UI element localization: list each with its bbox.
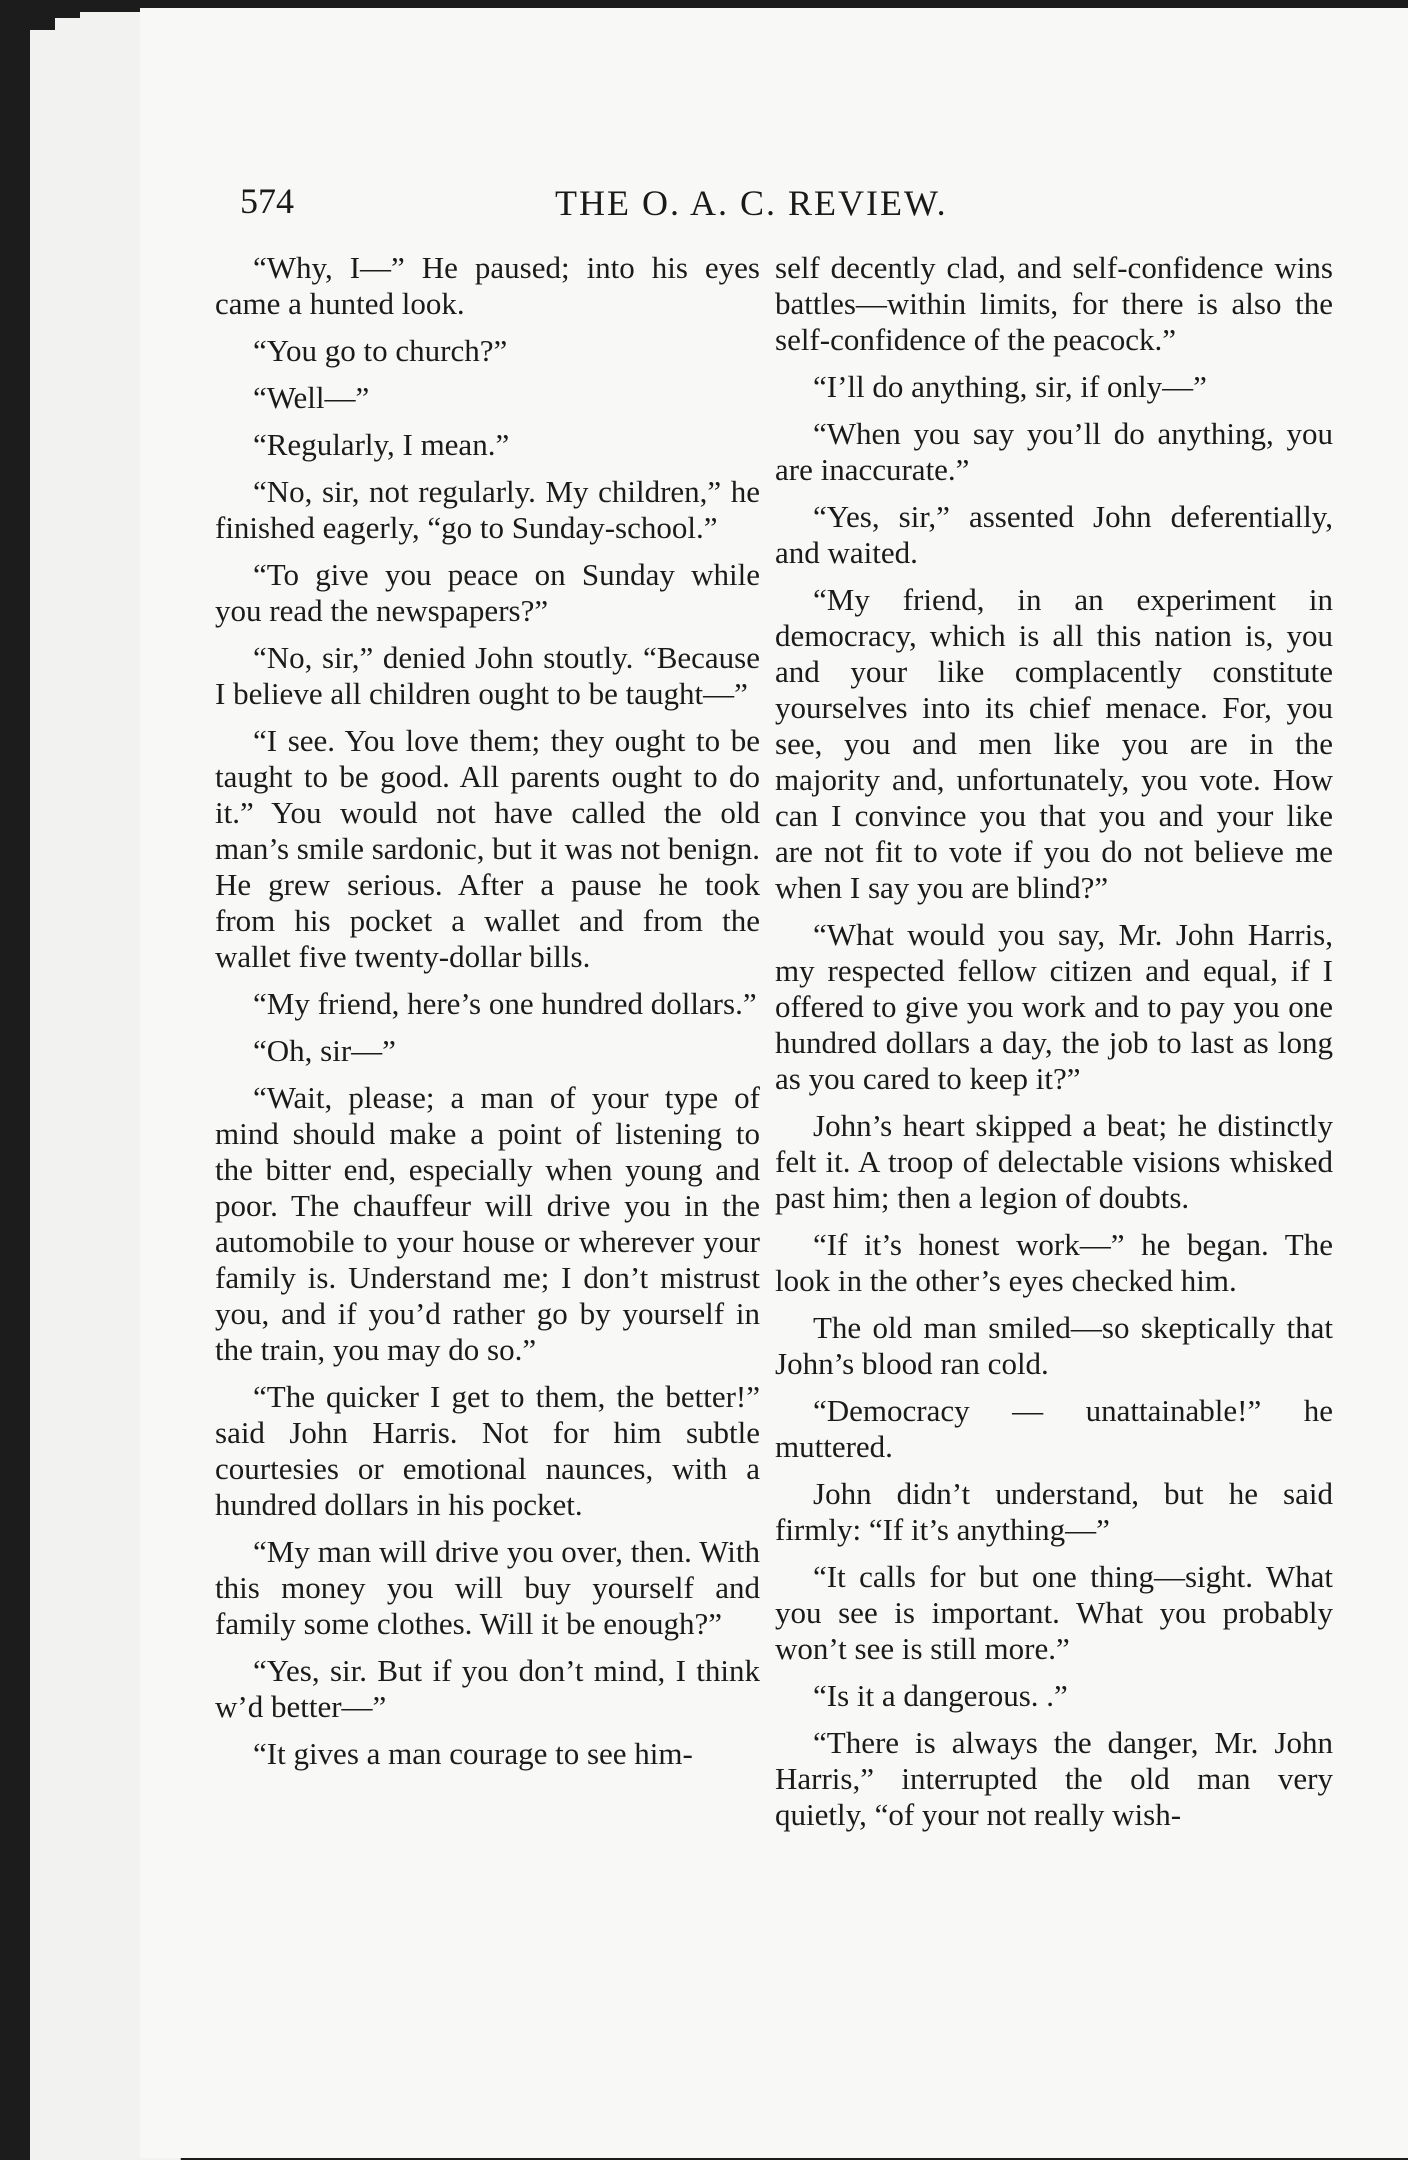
paragraph: “Oh, sir—” bbox=[253, 1033, 396, 1068]
paragraph: “My friend, in an experiment in democracy, which is all this nation is, you and your like complacently constitute yourselves into its chief menace. For, you see, you and men like you are in the majority and, unfortunately, you vote. How can I convince you that you and your like are not fit to vote if you do not believe me when I say you are blind?” bbox=[775, 582, 1333, 905]
paragraph: “It calls for but one thing—sight. What you see is important. What you probably won’t see is still more.” bbox=[775, 1559, 1333, 1666]
paragraph: “I’ll do anything, sir, if only—” bbox=[813, 369, 1207, 404]
paragraph: “It gives a man courage to see him- bbox=[253, 1736, 693, 1771]
paragraph: “Yes, sir. But if you don’t mind, I think w’d better—” bbox=[215, 1653, 760, 1724]
paragraph-continuation: self decently clad, and self-confidence wins battles—within limits, for there is also the self-confidence of the peacock.” bbox=[775, 250, 1333, 357]
paragraph: “No, sir, not regularly. My children,” he finished eagerly, “go to Sunday-school.” bbox=[215, 474, 760, 545]
paragraph: John’s heart skipped a beat; he distinctly felt it. A troop of delectable visions whisked past him; then a legion of doubts. bbox=[775, 1108, 1333, 1215]
paragraph: “Why, I—” He paused; into his eyes came a hunted look. bbox=[215, 250, 760, 321]
left-column bbox=[215, 250, 760, 1783]
paragraph: “Regularly, I mean.” bbox=[253, 427, 510, 462]
paragraph: The old man smiled—so skeptically that John’s blood ran cold. bbox=[775, 1310, 1333, 1381]
paragraph: “Well—” bbox=[253, 380, 370, 415]
paragraph: “Yes, sir,” assented John deferentially, and waited. bbox=[775, 499, 1333, 570]
paragraph: John didn’t understand, but he said firmly: “If it’s anything—” bbox=[775, 1476, 1333, 1547]
paragraph: “My friend, here’s one hundred dollars.” bbox=[253, 986, 757, 1021]
paragraph: “Wait, please; a man of your type of mind should make a point of listening to the bitter end, especially when young and poor. The chauffeur will drive you in the automobile to your house or wherever your family is. Understand me; I don’t mistrust you, and if you’d rather go by yourself in the train, you may do so.” bbox=[215, 1080, 760, 1367]
paragraph: “The quicker I get to them, the better!” said John Harris. Not for him subtle courtesies or emotional naunces, with a hundred dollars in his pocket. bbox=[215, 1379, 760, 1522]
paragraph: “You go to church?” bbox=[253, 333, 508, 368]
paragraph: “Is it a dangerous. .” bbox=[813, 1678, 1068, 1713]
paragraph: “What would you say, Mr. John Harris, my respected fellow citizen and equal, if I offered to give you work and to pay you one hundred dollars a day, the job to last as long as you cared to keep it?” bbox=[775, 917, 1333, 1096]
paragraph: “There is always the danger, Mr. John Harris,” interrupted the old man very quietly, “of your not really wish- bbox=[775, 1725, 1333, 1832]
paragraph: “No, sir,” denied John stoutly. “Because I believe all children ought to be taught—” bbox=[215, 640, 760, 711]
paragraph: “I see. You love them; they ought to be taught to be good. All parents ought to do it.” You would not have called the old man’s smile sardonic, but it was not benign. He grew serious. After a pause he took from his pocket a wallet and from the wallet five twenty-dollar bills. bbox=[215, 723, 761, 974]
paragraph: “Democracy — unattainable!” he muttered. bbox=[775, 1393, 1333, 1464]
page-number: 574 bbox=[240, 181, 294, 221]
paragraph: “To give you peace on Sunday while you read the newspapers?” bbox=[215, 557, 760, 628]
running-header bbox=[240, 176, 1350, 236]
paragraph: “When you say you’ll do anything, you are inaccurate.” bbox=[775, 416, 1333, 487]
paragraph: “My man will drive you over, then. With this money you will buy yourself and family some clothes. Will it be enough?” bbox=[215, 1534, 760, 1641]
running-title: THE O. A. C. REVIEW. bbox=[555, 183, 948, 223]
right-column bbox=[775, 250, 1333, 1844]
paragraph: “If it’s honest work—” he began. The look in the other’s eyes checked him. bbox=[775, 1227, 1333, 1298]
